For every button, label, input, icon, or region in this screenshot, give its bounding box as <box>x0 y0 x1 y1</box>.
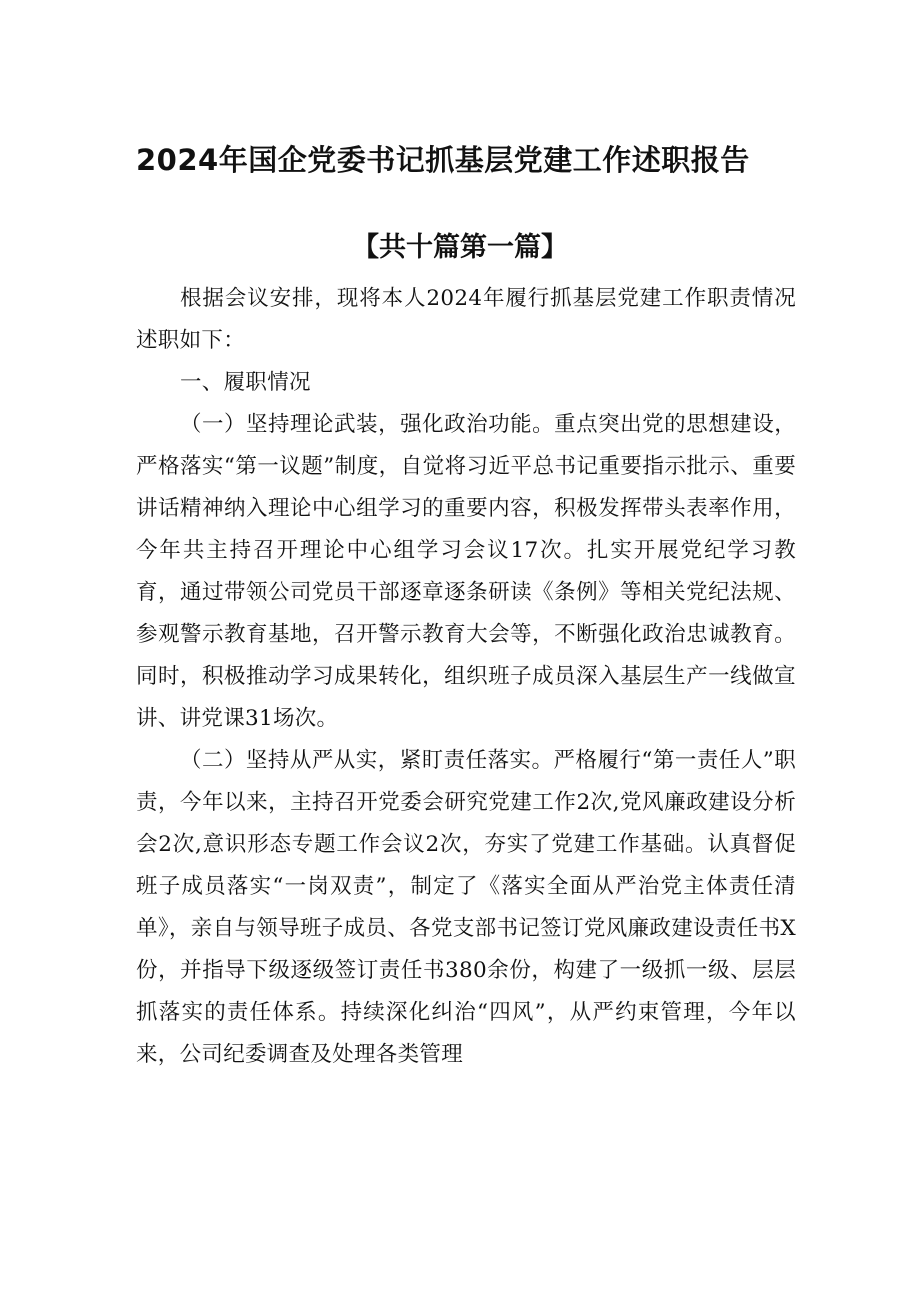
intro-paragraph: 根据会议安排，现将本人2024年履行抓基层党建工作职责情况述职如下： <box>136 286 796 353</box>
document-body <box>136 278 796 1076</box>
body-paragraph-1: （一）坚持理论武装，强化政治功能。重点突出党的思想建设，严格落实“第一议题”制度，自觉将习近平总书记重要指示批示、重要讲话精神纳入理论中心组学习的重要内容，积极发挥带头表率作用，今年共主持召开理论中心组学习会议17次。扎实开展党纪学习教育，通过带领公司党员干部逐章逐条研读《条例》等相关党纪法规、参观警示教育基地，召开警示教育大会等，不断强化政治忠诚教育。同时，积极推动学习成果转化，组织班子成员深入基层生产一线做宣讲、讲党课31场次。 <box>136 412 796 731</box>
document-subtitle: 【共十篇第一篇】 <box>352 232 568 263</box>
document-title: 2024年国企党委书记抓基层党建工作述职报告 <box>136 143 750 177</box>
section-heading: 一、履职情况 <box>180 370 311 395</box>
body-paragraph-2: （二）坚持从严从实，紧盯责任落实。严格履行“第一责任人”职责，今年以来，主持召开党委会研究党建工作2次,党风廉政建设分析会2次,意识形态专题工作会议2次，夯实了党建工作基础。认真督促班子成员落实“一岗双责”，制定了《落实全面从严治党主体责任清单》，亲自与领导班子成员、各党支部书记签订党风廉政建设责任书X份，并指导下级逐级签订责任书380余份，构建了一级抓一级、层层抓落实的责任体系。持续深化纠治“四风”，从严约束管理，今年以来，公司纪委调查及处理各类管理 <box>136 748 796 1067</box>
